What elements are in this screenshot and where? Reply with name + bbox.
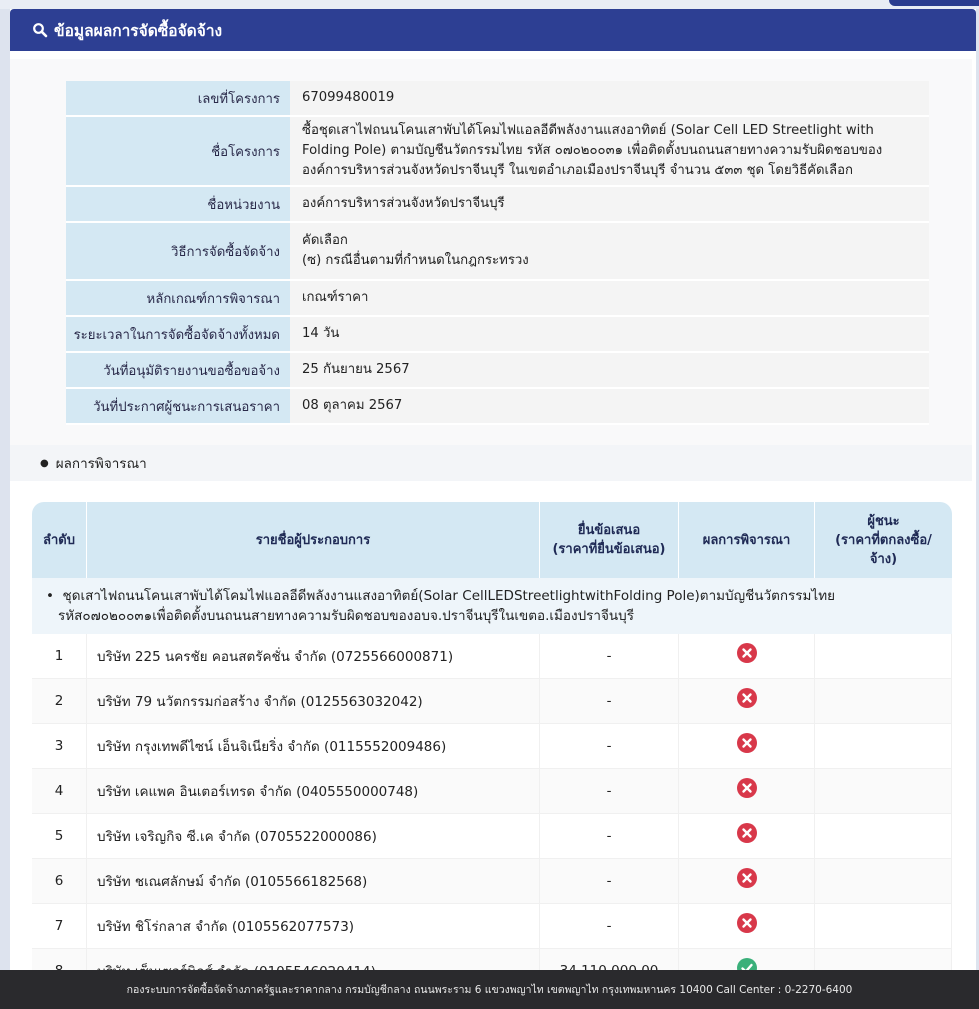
table-row [32, 904, 952, 949]
bid-price: - [540, 724, 679, 769]
row-number: 3 [32, 724, 87, 769]
section-header [10, 445, 972, 481]
method-line1: คัดเลือก [302, 233, 348, 248]
winner-price [815, 769, 952, 814]
x-circle-icon [737, 823, 757, 843]
x-circle-icon [737, 913, 757, 933]
col-header-bid [540, 502, 679, 578]
info-label: ชื่อหน่วยงาน [66, 186, 290, 222]
page-title: ข้อมูลผลการจัดซื้อจัดจ้าง [54, 21, 223, 40]
col-header-no: ลำดับ [32, 502, 87, 578]
info-value: 67099480019 [290, 81, 929, 116]
table-row [32, 859, 952, 904]
table-row [32, 724, 952, 769]
winner-price [815, 904, 952, 949]
bid-price: - [540, 634, 679, 679]
company-name: บริษัท ชเณศลักษม์ จำกัด (0105566182568) [87, 859, 540, 904]
info-row-criteria [66, 280, 929, 316]
card-header [10, 9, 976, 51]
winner-price [815, 724, 952, 769]
result-cell [679, 679, 815, 724]
result-cell [679, 769, 815, 814]
winner-price [815, 679, 952, 724]
info-row-duration [66, 316, 929, 352]
info-label: วันที่ประกาศผู้ชนะการเสนอราคา [66, 388, 290, 424]
result-cell [679, 724, 815, 769]
info-row-agency [66, 186, 929, 222]
row-number: 5 [32, 814, 87, 859]
footer-text: กองระบบการจัดซื้อจัดจ้างภาครัฐและราคากลาง กรมบัญชีกลาง ถนนพระราม 6 แขวงพญาไท เขตพญาไท กรุงเทพมหานคร 10400 Call Center : 0-2270-6400 [126, 984, 853, 996]
info-row-project-number [66, 81, 929, 116]
col-header-winner [815, 502, 952, 578]
table-row [32, 679, 952, 724]
info-value [290, 222, 929, 280]
result-cell [679, 814, 815, 859]
project-info-table [66, 81, 929, 425]
bullet-icon: • [46, 588, 63, 604]
row-number: 6 [32, 859, 87, 904]
col-header-result: ผลการพิจารณา [679, 502, 815, 578]
col-header-name: รายชื่อผู้ประกอบการ [87, 502, 540, 578]
top-strip [0, 0, 979, 9]
info-label: เลขที่โครงการ [66, 81, 290, 116]
info-value: 25 กันยายน 2567 [290, 352, 929, 388]
table-row [32, 814, 952, 859]
method-line2: (ซ) กรณีอื่นตามที่กำหนดในกฎกระทรวง [302, 253, 529, 268]
result-cell [679, 904, 815, 949]
info-value: องค์การบริหารส่วนจังหวัดปราจีนบุรี [290, 186, 929, 222]
top-accent [889, 0, 979, 6]
group-title: ชุดเสาไฟถนนโคนเสาพับได้โคมไฟแอลอีดีพลังงานแสงอาทิตย์(Solar CellLEDStreetlightwithFolding Pole)ตามบัญชีนวัตกรรมไทยรหัส๐๗๐๒๐๐๓๑เพื่อติดตั้งบนถนนสายทางความรับผิดชอบของอบจ.ปราจีนบุรีในเขตอ.เมืองปราจีนบุรี [58, 588, 836, 624]
x-circle-icon [737, 733, 757, 753]
bid-price: - [540, 904, 679, 949]
bid-price: - [540, 679, 679, 724]
table-row [32, 634, 952, 679]
info-value: 08 ตุลาคม 2567 [290, 388, 929, 424]
winner-price [815, 814, 952, 859]
search-icon [32, 22, 48, 38]
col-header-bid-line1: ยื่นข้อเสนอ [577, 523, 641, 538]
bid-price: - [540, 769, 679, 814]
procurement-card [10, 9, 976, 999]
row-number: 2 [32, 679, 87, 724]
col-header-bid-line2: (ราคาที่ยื่นข้อเสนอ) [552, 542, 666, 557]
company-name: บริษัท ชิโร่กลาส จำกัด (0105562077573) [87, 904, 540, 949]
winner-price [815, 634, 952, 679]
x-circle-icon [737, 868, 757, 888]
x-circle-icon [737, 688, 757, 708]
info-label: ระยะเวลาในการจัดซื้อจัดจ้างทั้งหมด [66, 316, 290, 352]
footer [0, 970, 979, 1009]
row-number: 1 [32, 634, 87, 679]
info-label: วันที่อนุมัติรายงานขอซื้อขอจ้าง [66, 352, 290, 388]
section-title: ผลการพิจารณา [55, 456, 147, 472]
results-section [32, 502, 952, 994]
info-value: ซื้อชุดเสาไฟถนนโคนเสาพับได้โคมไฟแอลอีดีพลังงานแสงอาทิตย์ (Solar Cell LED Streetlight with Folding Pole) ตามบัญชีนวัตกรรมไทย รหัส ๐๗๐๒๐๐๓๑ เพื่อติดตั้งบนถนนสายทางความรับผิดชอบขององค์การบริหารส่วนจังหวัดปราจีนบุรี ในเขตอำเภอเมืองปราจีนบุรี จำนวน ๕๓๓ ชุด โดยวิธีคัดเลือก [290, 116, 929, 186]
group-cell [32, 578, 952, 634]
info-label: วิธีการจัดซื้อจัดจ้าง [66, 222, 290, 280]
bullet-icon: ● [40, 457, 49, 469]
x-circle-icon [737, 778, 757, 798]
winner-price [815, 859, 952, 904]
group-row [32, 578, 952, 634]
result-cell [679, 859, 815, 904]
col-header-winner-line3: จ้าง) [869, 551, 898, 567]
company-name: บริษัท 225 นครชัย คอนสตรัคชั่น จำกัด (0725566000871) [87, 634, 540, 679]
info-row-method [66, 222, 929, 280]
table-row [32, 769, 952, 814]
results-header-row [32, 502, 952, 578]
row-number: 7 [32, 904, 87, 949]
info-row-project-name [66, 116, 929, 186]
info-label: หลักเกณฑ์การพิจารณา [66, 280, 290, 316]
results-table [32, 502, 952, 994]
company-name: บริษัท เคแพค อินเตอร์เทรด จำกัด (0405550000748) [87, 769, 540, 814]
col-header-winner-line2: (ราคาที่ตกลงซื้อ/ [835, 532, 932, 548]
row-number: 4 [32, 769, 87, 814]
bid-price: - [540, 814, 679, 859]
info-value: 14 วัน [290, 316, 929, 352]
x-circle-icon [737, 643, 757, 663]
col-header-winner-line1: ผู้ชนะ [867, 513, 900, 529]
result-cell [679, 634, 815, 679]
company-name: บริษัท กรุงเทพดีไซน์ เอ็นจิเนียริ่ง จำกัด (0115552009486) [87, 724, 540, 769]
company-name: บริษัท เจริญกิจ ซี.เค จำกัด (0705522000086) [87, 814, 540, 859]
info-row-approval-date [66, 352, 929, 388]
info-label: ชื่อโครงการ [66, 116, 290, 186]
info-area [10, 59, 972, 455]
bid-price: - [540, 859, 679, 904]
company-name: บริษัท 79 นวัตกรรมก่อสร้าง จำกัด (0125563032042) [87, 679, 540, 724]
info-value: เกณฑ์ราคา [290, 280, 929, 316]
info-row-announce-date [66, 388, 929, 424]
